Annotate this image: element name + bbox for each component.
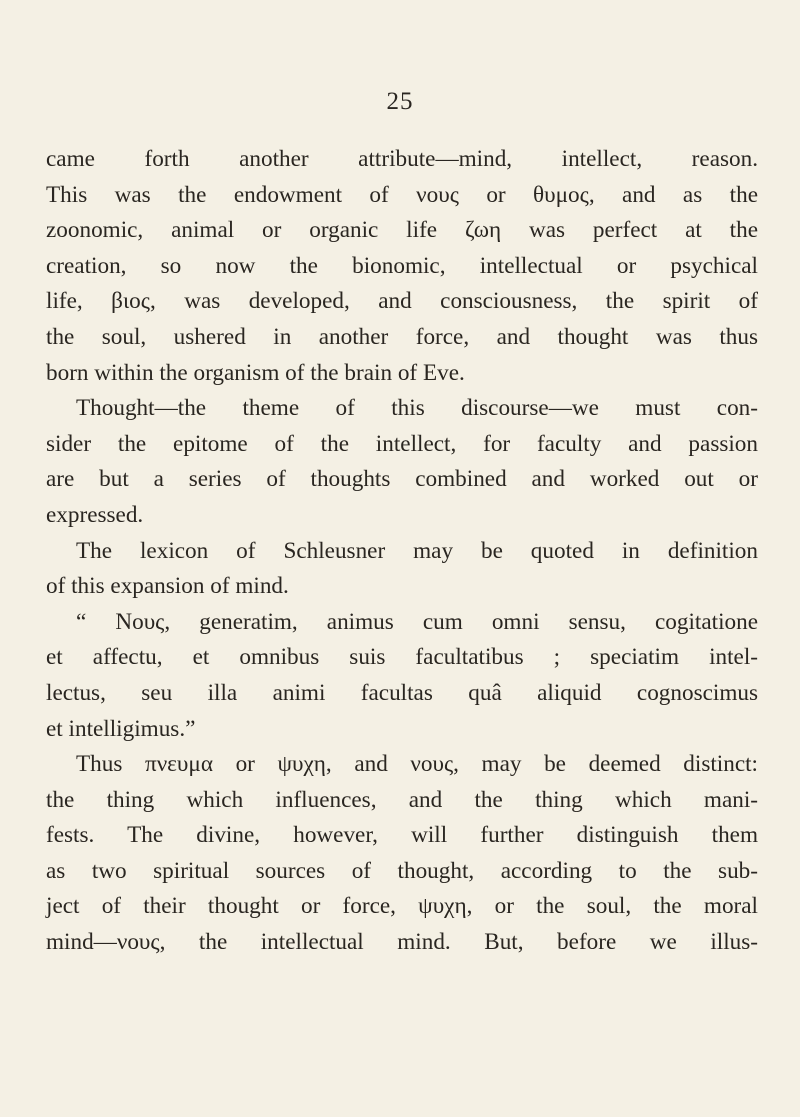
text-line: zoonomic, animal or organic life ζωη was perfect at the xyxy=(46,217,758,244)
text-line: of this expansion of mind. xyxy=(46,573,289,600)
text-line: Thus πνευμα or ψυχη, and νους, may be deemed distinct: xyxy=(76,751,758,778)
text-line: “ Νους, generatim, animus cum omni sensu, cogitatione xyxy=(76,608,758,635)
text-line: creation, so now the bionomic, intellectual or psychical xyxy=(46,252,758,279)
text-line: expressed. xyxy=(46,501,144,528)
text-line: lectus, seu illa animi facultas quâ aliquid cognoscimus xyxy=(46,679,758,706)
text-line: the soul, ushered in another force, and thought was thus xyxy=(46,323,758,350)
text-line: born within the organism of the brain of Eve. xyxy=(46,359,465,386)
text-line: as two spiritual sources of thought, according to the sub- xyxy=(46,857,758,884)
text-line: et affectu, et omnibus suis facultatibus ; speciatim intel- xyxy=(46,644,758,671)
text-line: This was the endowment of νους or θυμος, and as the xyxy=(46,181,758,208)
text-line: et intelligimus.” xyxy=(46,715,196,742)
page-number: 25 xyxy=(386,88,414,115)
text-line: are but a series of thoughts combined and worked out or xyxy=(46,466,758,493)
text-line: The lexicon of Schleusner may be quoted in definition xyxy=(76,537,758,564)
text-body xyxy=(46,142,758,961)
text-line: Thought—the theme of this discourse—we must con- xyxy=(76,395,758,422)
text-line: ject of their thought or force, ψυχη, or the soul, the moral xyxy=(46,893,758,920)
text-line: life, βιος, was developed, and consciousness, the spirit of xyxy=(46,288,758,315)
text-line: came forth another attribute—mind, intellect, reason. xyxy=(46,146,758,172)
text-line: the thing which influences, and the thing which mani- xyxy=(46,786,758,813)
text-line: sider the epitome of the intellect, for faculty and passion xyxy=(46,430,758,457)
text-line: mind—νους, the intellectual mind. But, before we illus- xyxy=(46,929,758,956)
text-line: fests. The divine, however, will further distinguish them xyxy=(46,822,758,849)
